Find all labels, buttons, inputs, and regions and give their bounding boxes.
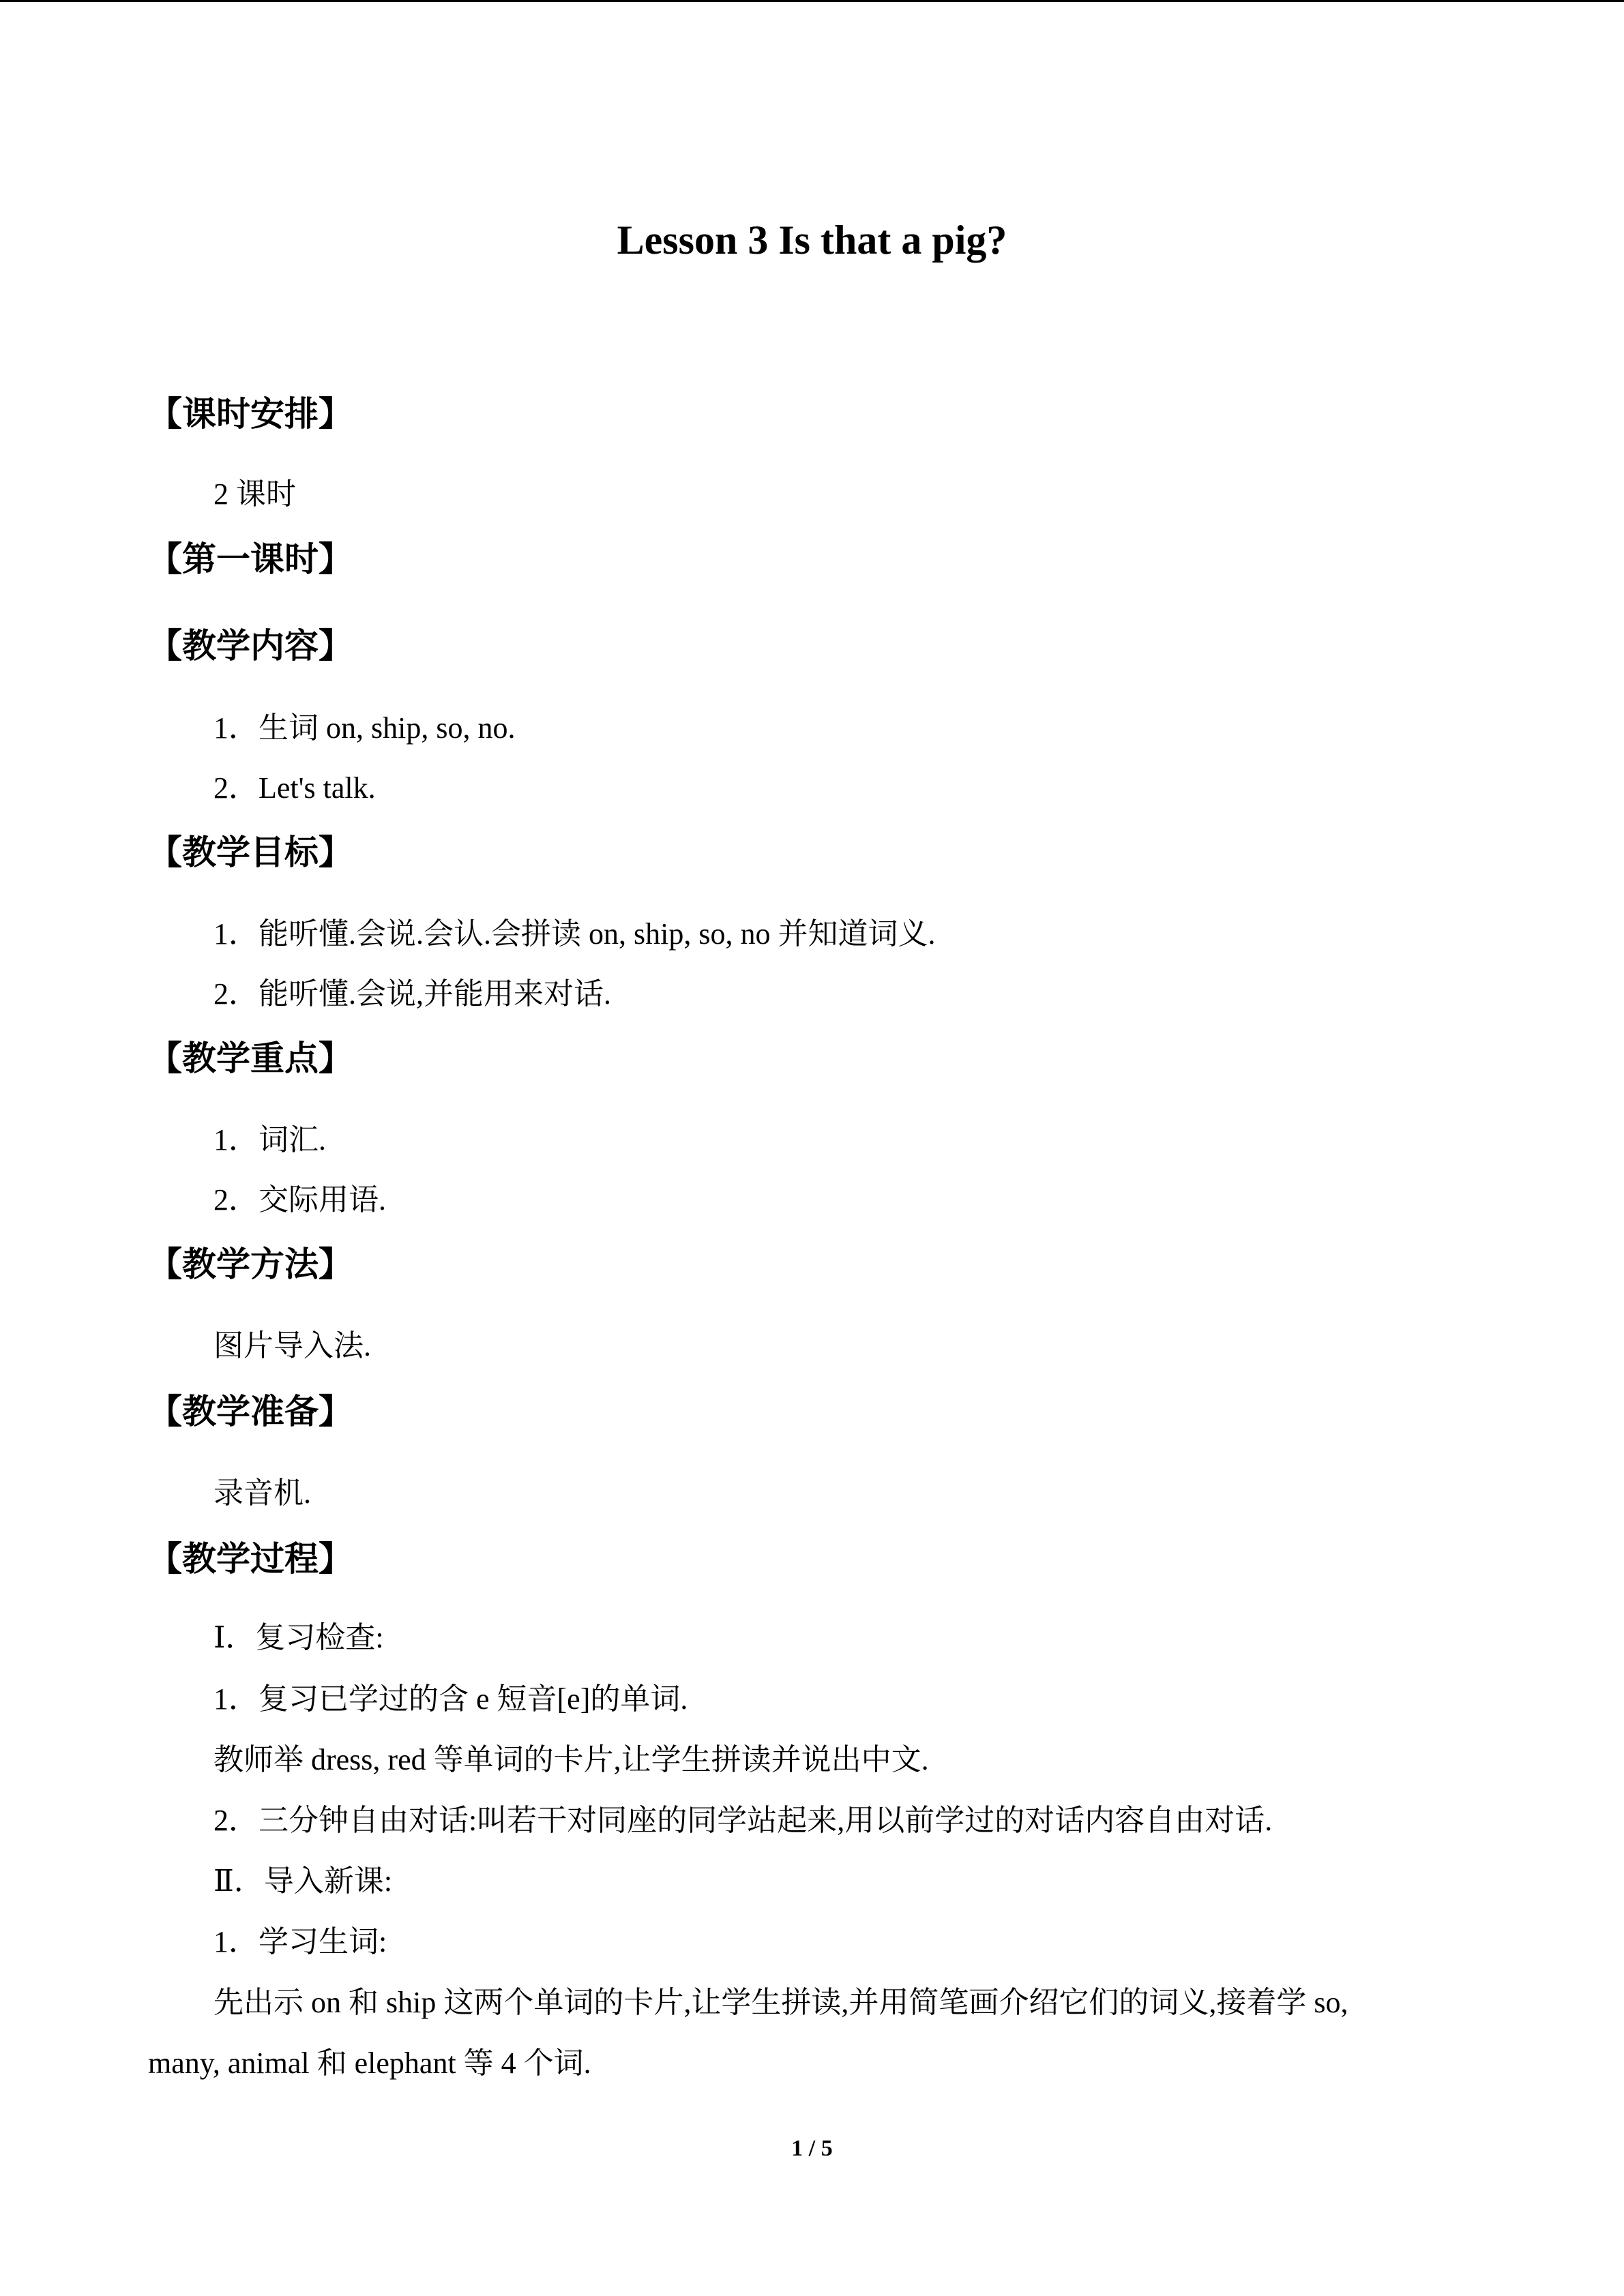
content-item-1: 1．生词 on, ship, so, no. [213, 711, 516, 745]
heading-goals: 【教学目标】 [148, 833, 353, 872]
process-line-8: many, animal 和 elephant 等 4 个词. [148, 2046, 591, 2080]
schedule-text: 2 课时 [213, 477, 296, 511]
process-line-7: 先出示 on 和 ship 这两个单词的卡片,让学生拼读,并用简笔画介绍它们的词义,接着学 so, [213, 1986, 1348, 2019]
page-number: 1 / 5 [791, 2136, 833, 2161]
process-line-2: 1．复习已学过的含 e 短音[e]的单词. [213, 1682, 688, 1716]
process-line-5: Ⅱ．导入新课: [213, 1864, 393, 1898]
heading-first-lesson: 【第一课时】 [148, 539, 353, 579]
process-line-1: Ⅰ．复习检查: [213, 1621, 384, 1654]
focus-item-1: 1．词汇. [213, 1123, 326, 1157]
goals-item-1: 1．能听懂.会说.会认.会拼读 on, ship, so, no 并知道词义. [213, 917, 936, 951]
goals-item-2: 2．能听懂.会说,并能用来对话. [213, 977, 611, 1011]
document-title: Lesson 3 Is that a pig? [617, 218, 1007, 263]
heading-focus: 【教学重点】 [148, 1039, 353, 1078]
content-item-2: 2．Let's talk. [213, 771, 376, 805]
heading-process: 【教学过程】 [148, 1539, 353, 1579]
process-line-6: 1．学习生词: [213, 1925, 387, 1958]
heading-preparation: 【教学准备】 [148, 1392, 353, 1431]
preparation-text: 录音机. [213, 1476, 311, 1510]
heading-content: 【教学内容】 [148, 626, 353, 666]
method-text: 图片导入法. [213, 1329, 371, 1362]
process-line-4: 2．三分钟自由对话:叫若干对同座的同学站起来,用以前学过的对话内容自由对话. [213, 1804, 1273, 1837]
focus-item-2: 2．交际用语. [213, 1183, 386, 1217]
process-line-3: 教师举 dress, red 等单词的卡片,让学生拼读并说出中文. [213, 1743, 929, 1776]
heading-schedule: 【课时安排】 [148, 394, 353, 434]
heading-method: 【教学方法】 [148, 1244, 353, 1284]
